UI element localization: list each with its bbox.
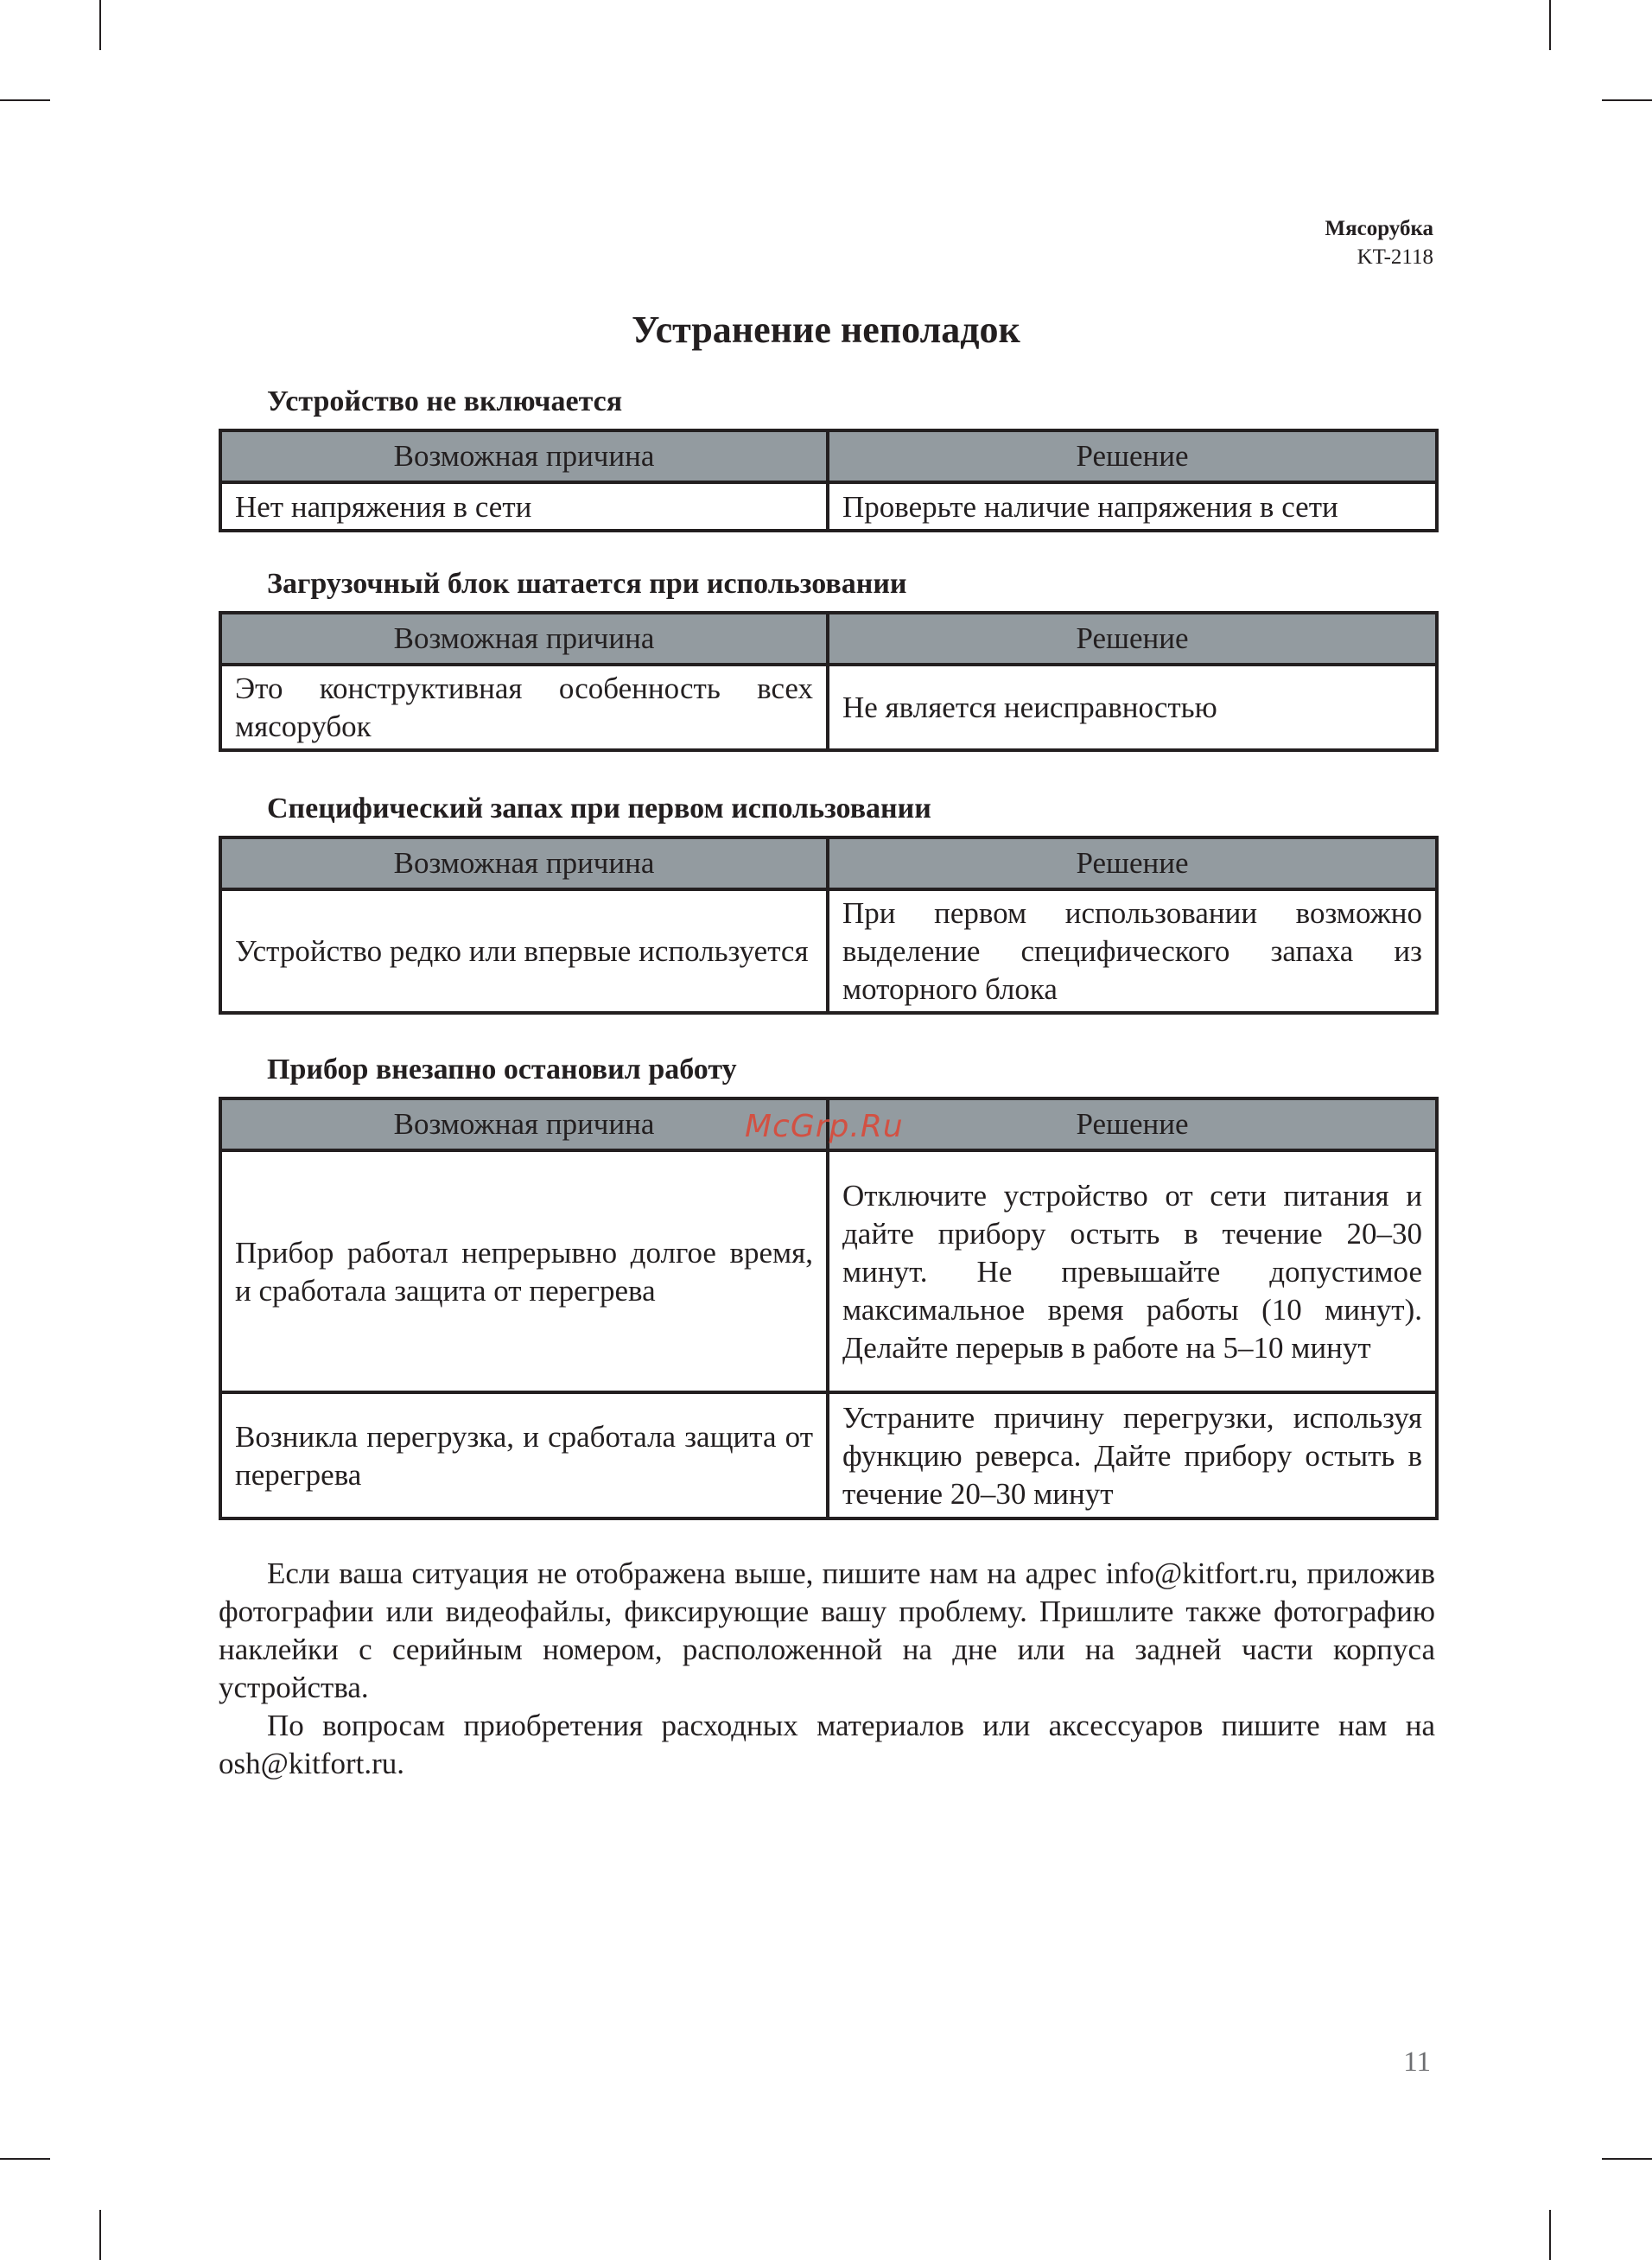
section-no-power: [219, 385, 1435, 532]
table-row: [220, 482, 1437, 531]
table-row: [220, 1392, 1437, 1518]
crop-mark-right-bottom: [1602, 2158, 1652, 2160]
running-header: [1325, 214, 1434, 271]
crop-mark-top-left: [99, 0, 101, 50]
product-name: Мясорубка: [1325, 217, 1433, 240]
crop-mark-bottom-right: [1549, 2210, 1551, 2260]
solution-cell: Проверьте наличие напряжения в сети: [828, 482, 1437, 531]
crop-mark-right-top: [1602, 99, 1652, 101]
cause-cell: Это конструктивная особенность всех мясорубок: [220, 665, 828, 750]
section-title: Специфический запах при первом использовании: [267, 793, 931, 824]
table-header-row: [220, 837, 1437, 889]
section-specific-smell: [219, 792, 1435, 1015]
troubleshooting-content: [219, 385, 1435, 1783]
trouble-table: [219, 836, 1439, 1015]
crop-mark-left-bottom: [0, 2158, 50, 2160]
section-title: Устройство не включается: [267, 385, 623, 417]
solution-header: Решение: [828, 613, 1437, 665]
page-title: Устранение неполадок: [632, 309, 1020, 351]
trouble-table: [219, 611, 1439, 752]
watermark: McGrp.Ru: [745, 1109, 904, 1144]
cause-header: Возможная причина: [220, 1098, 828, 1150]
section-loading-block-wobbles: [219, 567, 1435, 752]
page-number: 11: [1403, 2047, 1431, 2078]
crop-mark-bottom-left: [99, 2210, 101, 2260]
solution-cell: Не является неисправностью: [828, 665, 1437, 750]
cause-header: Возможная причина: [220, 430, 828, 482]
table-row: [220, 1150, 1437, 1392]
contact-info: [219, 1555, 1435, 1783]
contact-paragraph-accessories: По вопросам приобретения расходных материалов или аксессуаров пишите нам на osh@kitfort.ru.: [219, 1709, 1435, 1780]
trouble-table: [219, 429, 1439, 532]
solution-header: Решение: [828, 837, 1437, 889]
trouble-table: [219, 1097, 1439, 1520]
cause-cell: Прибор работал непрерывно долгое время, и сработала защита от перегрева: [220, 1150, 828, 1392]
cause-cell: Возникла перегрузка, и сработала защита от перегрева: [220, 1392, 828, 1518]
crop-mark-left-top: [0, 99, 50, 101]
product-model: KT-2118: [1357, 245, 1433, 269]
section-title: Прибор внезапно остановил работу: [267, 1054, 737, 1085]
solution-header: Решение: [828, 430, 1437, 482]
solution-header: Решение: [828, 1098, 1437, 1150]
solution-cell: При первом использовании возможно выделение специфического запаха из моторного блока: [828, 889, 1437, 1013]
table-row: [220, 665, 1437, 750]
table-row: [220, 889, 1437, 1013]
crop-mark-top-right: [1549, 0, 1551, 50]
cause-cell: Нет напряжения в сети: [220, 482, 828, 531]
contact-paragraph-support: Если ваша ситуация не отображена выше, пишите нам на адрес info@kitfort.ru, приложив фотографии или видеофайлы, фиксирующие вашу проблему. Пришлите также фотографию наклейки с серийным номером, расположенной на дне или на задней части корпуса устройства.: [219, 1557, 1435, 1704]
section-title: Загрузочный блок шатается при использовании: [267, 568, 907, 600]
cause-header: Возможная причина: [220, 613, 828, 665]
cause-cell: Устройство редко или впервые используется: [220, 889, 828, 1013]
cause-header: Возможная причина: [220, 837, 828, 889]
table-header-row: [220, 613, 1437, 665]
table-header-row: [220, 430, 1437, 482]
solution-cell: Устраните причину перегрузки, используя функцию реверса. Дайте прибору остыть в течение 20–30 минут: [828, 1392, 1437, 1518]
solution-cell: Отключите устройство от сети питания и дайте прибору остыть в течение 20–30 минут. Не превышайте допустимое максимальное время работы (10 минут). Делайте перерыв в работе на 5–10 минут: [828, 1150, 1437, 1392]
